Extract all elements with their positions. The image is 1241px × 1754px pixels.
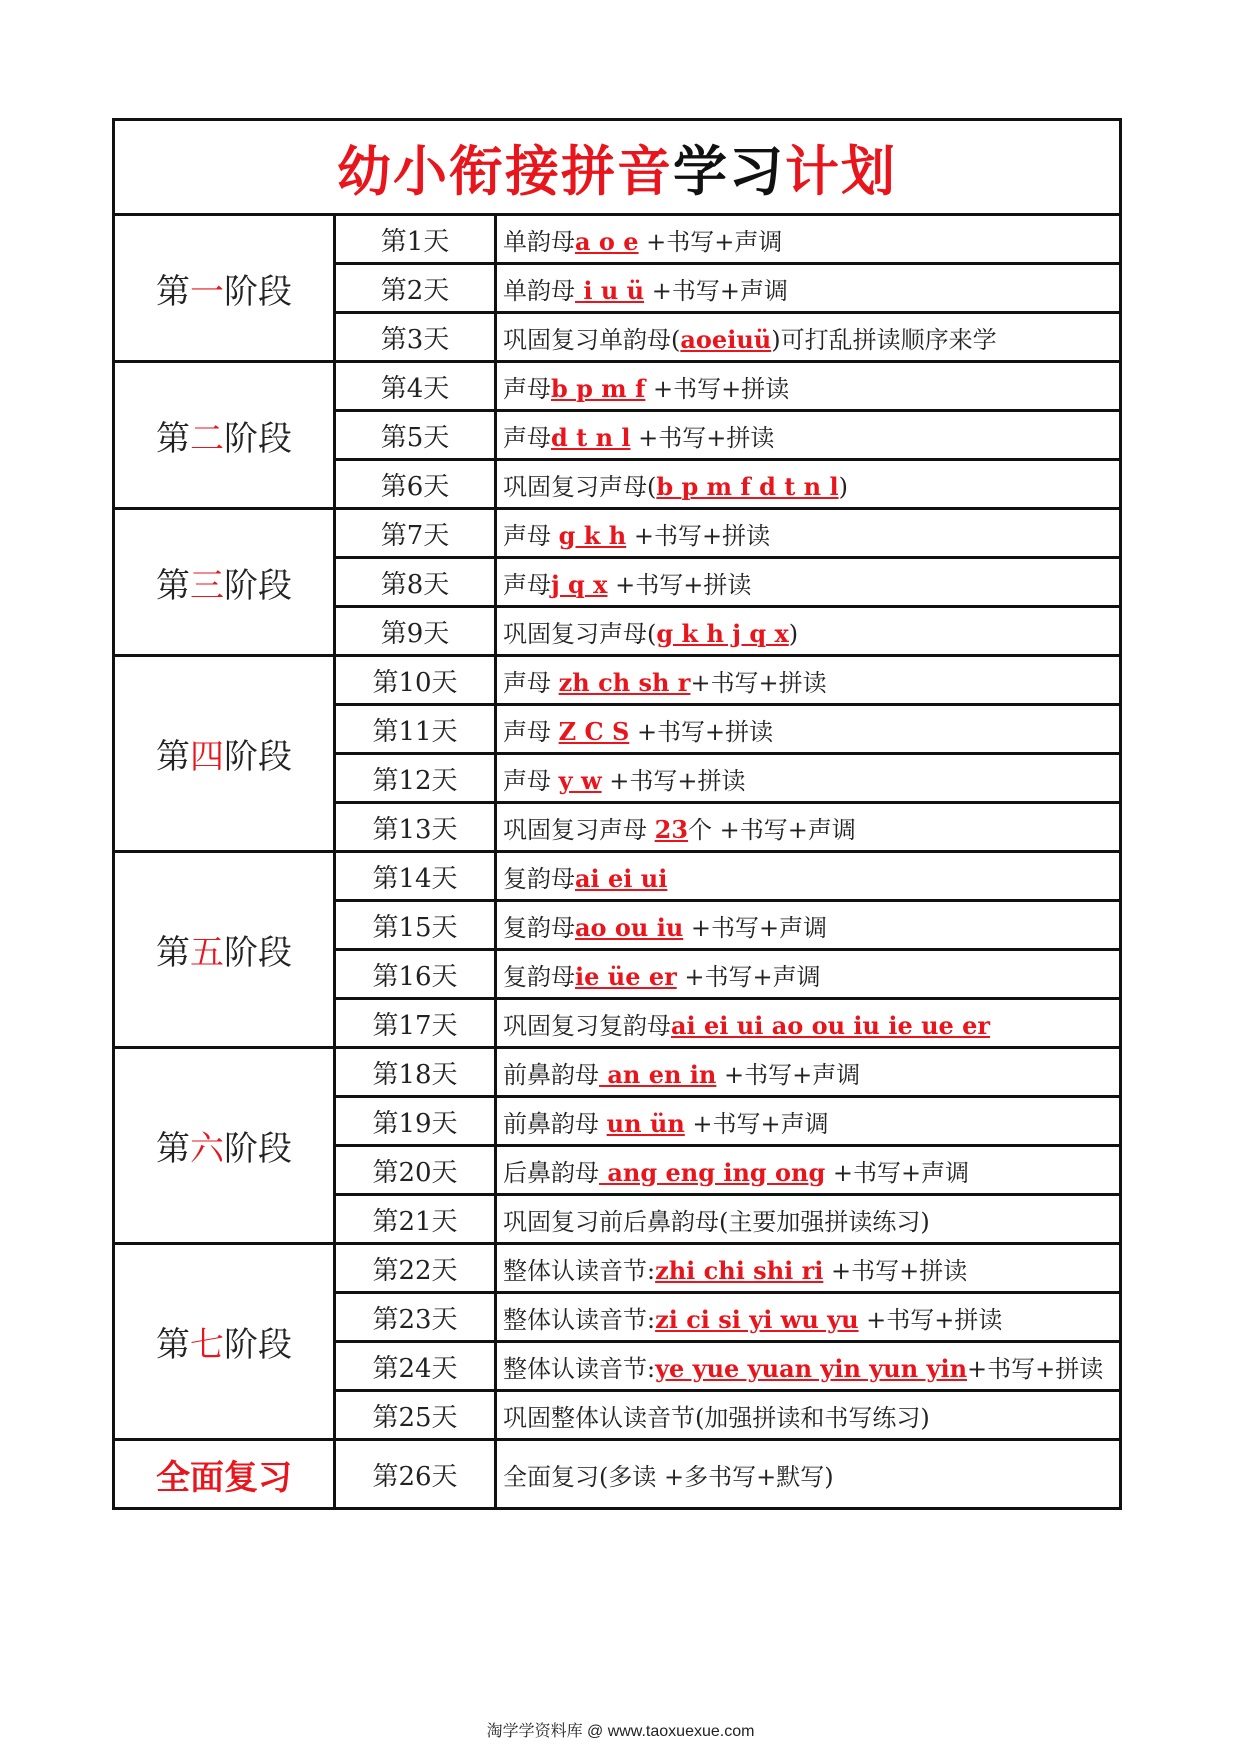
pinyin-letters: zhi chi shi ri (655, 1255, 824, 1285)
task-text: 复韵母 (503, 913, 575, 942)
day-task (496, 1293, 1121, 1342)
stage-label (114, 215, 335, 362)
day-task (496, 215, 1121, 264)
table-row (114, 1440, 1121, 1509)
pinyin-letters: Z C S (558, 716, 630, 746)
stage-label-pre: 第 (156, 271, 190, 312)
task-text: ) (788, 619, 799, 648)
pinyin-letters: 23 (654, 814, 689, 844)
task-text: +书写+声调 (716, 1060, 861, 1089)
day-task (496, 1440, 1121, 1509)
task-text: +书写+声调 (638, 227, 783, 256)
day-label: 第15天 (335, 901, 496, 950)
stage-label-post: 阶段 (224, 418, 292, 459)
task-text: 全面复习(多读 +多书写+默写) (503, 1462, 834, 1491)
pinyin-letters: un ün (606, 1108, 685, 1138)
table-row (114, 1244, 1121, 1293)
day-label: 第10天 (335, 656, 496, 705)
stage-label (114, 656, 335, 852)
stage-label-num: 一 (190, 271, 224, 312)
task-text: +书写+拼读 (629, 717, 774, 746)
task-text: 整体认读音节: (503, 1305, 656, 1334)
task-text: +书写+拼读 (645, 374, 790, 403)
day-label: 第4天 (335, 362, 496, 411)
task-text: 个 +书写+声调 (688, 815, 856, 844)
task-text: 声母 (503, 717, 559, 746)
table-row (114, 362, 1121, 411)
day-task (496, 1048, 1121, 1097)
task-text: 巩固复习声母( (503, 472, 657, 501)
day-label: 第8天 (335, 558, 496, 607)
stage-label (114, 852, 335, 1048)
day-task (496, 999, 1121, 1048)
day-label: 第5天 (335, 411, 496, 460)
task-text: 巩固复习复韵母 (503, 1011, 671, 1040)
task-text: 声母 (503, 521, 559, 550)
task-text: 巩固复习前后鼻韵母(主要加强拼读练习) (503, 1207, 930, 1236)
day-label: 第24天 (335, 1342, 496, 1391)
study-plan-table (112, 118, 1122, 1510)
task-text: 单韵母 (503, 227, 575, 256)
task-text: 巩固复习声母( (503, 619, 657, 648)
pinyin-letters: j q x (551, 569, 608, 599)
day-label: 第6天 (335, 460, 496, 509)
table-row (114, 509, 1121, 558)
day-task (496, 411, 1121, 460)
day-label: 第23天 (335, 1293, 496, 1342)
task-text: +书写+声调 (644, 276, 788, 305)
task-text: 声母 (503, 668, 559, 697)
task-text: +书写+声调 (825, 1158, 970, 1187)
day-task (496, 950, 1121, 999)
stage-label (114, 1244, 335, 1440)
day-task (496, 754, 1121, 803)
day-label: 第16天 (335, 950, 496, 999)
day-task (496, 1195, 1121, 1244)
table-row (114, 852, 1121, 901)
day-task (496, 558, 1121, 607)
task-text: +书写+拼读 (858, 1305, 1003, 1334)
day-task (496, 607, 1121, 656)
stage-label (114, 1048, 335, 1244)
pinyin-letters: a o e (575, 226, 639, 256)
pinyin-letters: ai ei ui (575, 863, 668, 893)
day-task (496, 1391, 1121, 1440)
stage-label-num: 六 (190, 1129, 224, 1169)
pinyin-letters: zh ch sh r (558, 667, 691, 697)
day-label: 第1天 (335, 215, 496, 264)
pinyin-letters: y w (558, 765, 602, 795)
pinyin-letters: aoeiuü (680, 324, 772, 354)
stage-label-pre: 第 (156, 737, 190, 777)
stage-label-post: 阶段 (224, 271, 292, 312)
task-text: +书写+拼读 (630, 423, 775, 452)
task-text: +书写+声调 (676, 962, 821, 991)
pinyin-letters: b p m f d t n l (656, 471, 839, 501)
day-task (496, 901, 1121, 950)
pinyin-letters: zi ci si yi wu yu (655, 1304, 859, 1334)
pinyin-letters: ie üe er (575, 961, 677, 991)
day-label: 第21天 (335, 1195, 496, 1244)
pinyin-letters: g k h j q x (656, 618, 789, 648)
review-label: 全面复习 (114, 1440, 335, 1509)
day-label: 第11天 (335, 705, 496, 754)
day-label: 第13天 (335, 803, 496, 852)
title-segment: 学习 (673, 138, 785, 203)
stage-label-num: 四 (190, 737, 224, 777)
day-task (496, 803, 1121, 852)
task-text: 后鼻韵母 (503, 1158, 599, 1187)
task-text: )可打乱拼读顺序来学 (771, 325, 997, 354)
title-segment: 幼小衔接拼音 (337, 138, 673, 203)
day-label: 第7天 (335, 509, 496, 558)
pinyin-letters: i u ü (575, 275, 645, 305)
day-task (496, 1342, 1121, 1391)
stage-label-post: 阶段 (224, 933, 292, 973)
day-label: 第18天 (335, 1048, 496, 1097)
day-task (496, 705, 1121, 754)
task-text: 巩固复习单韵母( (503, 325, 681, 354)
day-task (496, 362, 1121, 411)
day-task (496, 852, 1121, 901)
day-task (496, 1146, 1121, 1195)
day-label: 第17天 (335, 999, 496, 1048)
task-text: 单韵母 (503, 276, 575, 305)
task-text: 声母 (503, 423, 551, 452)
task-text: 声母 (503, 766, 559, 795)
table-row (114, 1048, 1121, 1097)
task-text: +书写+拼读 (601, 766, 746, 795)
day-label: 第12天 (335, 754, 496, 803)
stage-label-num: 二 (190, 418, 224, 459)
day-task (496, 656, 1121, 705)
day-label: 第22天 (335, 1244, 496, 1293)
day-label: 第20天 (335, 1146, 496, 1195)
stage-label-post: 阶段 (224, 1325, 292, 1365)
day-label: 第19天 (335, 1097, 496, 1146)
task-text: 整体认读音节: (503, 1256, 656, 1285)
pinyin-letters: d t n l (551, 422, 631, 452)
task-text: 整体认读音节: (503, 1354, 656, 1383)
day-task (496, 1097, 1121, 1146)
day-task (496, 264, 1121, 313)
task-text: +书写+声调 (683, 913, 828, 942)
task-text: +书写+声调 (684, 1109, 829, 1138)
pinyin-letters: g k h (558, 520, 627, 550)
task-text: ) (838, 472, 848, 501)
task-text: 声母 (503, 570, 551, 599)
task-text: 声母 (503, 374, 551, 403)
pinyin-letters: ang eng ing ong (599, 1157, 826, 1187)
footer-watermark: 淘学学资料库 @ www.taoxuexue.com (486, 1723, 755, 1740)
table-row (114, 656, 1121, 705)
stage-label-num: 五 (190, 933, 224, 973)
stage-label-pre: 第 (156, 565, 190, 606)
pinyin-letters: ye yue yuan yin yun yin (655, 1353, 968, 1383)
day-task (496, 313, 1121, 362)
stage-label (114, 362, 335, 509)
stage-label-pre: 第 (156, 1325, 190, 1365)
task-text: +书写+拼读 (690, 668, 827, 697)
stage-label-pre: 第 (156, 1129, 190, 1169)
pinyin-letters: ao ou iu (575, 912, 684, 942)
pinyin-letters: b p m f (551, 373, 646, 403)
day-label: 第26天 (335, 1440, 496, 1509)
task-text: +书写+拼读 (823, 1256, 968, 1285)
day-task (496, 509, 1121, 558)
page-title (114, 120, 1121, 215)
stage-label (114, 509, 335, 656)
title-segment: 计划 (785, 138, 897, 203)
pinyin-letters: ai ei ui ao ou iu ie ue er (671, 1010, 991, 1040)
day-label: 第2天 (335, 264, 496, 313)
day-task (496, 460, 1121, 509)
day-label: 第3天 (335, 313, 496, 362)
stage-label-pre: 第 (156, 418, 190, 459)
stage-label-pre: 第 (156, 933, 190, 973)
stage-label-post: 阶段 (224, 737, 292, 777)
day-task (496, 1244, 1121, 1293)
task-text: 复韵母 (503, 864, 575, 893)
stage-label-post: 阶段 (224, 565, 292, 606)
task-text: 复韵母 (503, 962, 575, 991)
stage-label-num: 三 (190, 565, 224, 606)
stage-label-post: 阶段 (224, 1129, 292, 1169)
task-text: +书写+拼读 (607, 570, 752, 599)
day-label: 第14天 (335, 852, 496, 901)
task-text: +书写+拼读 (626, 521, 771, 550)
day-label: 第9天 (335, 607, 496, 656)
stage-label-num: 七 (190, 1325, 224, 1365)
pinyin-letters: an en in (599, 1059, 717, 1089)
day-label: 第25天 (335, 1391, 496, 1440)
task-text: +书写+拼读 (967, 1354, 1104, 1383)
task-text: 前鼻韵母 (503, 1060, 599, 1089)
task-text: 巩固整体认读音节(加强拼读和书写练习) (503, 1403, 930, 1432)
table-row (114, 215, 1121, 264)
task-text: 前鼻韵母 (503, 1109, 607, 1138)
task-text: 巩固复习声母 (503, 815, 655, 844)
